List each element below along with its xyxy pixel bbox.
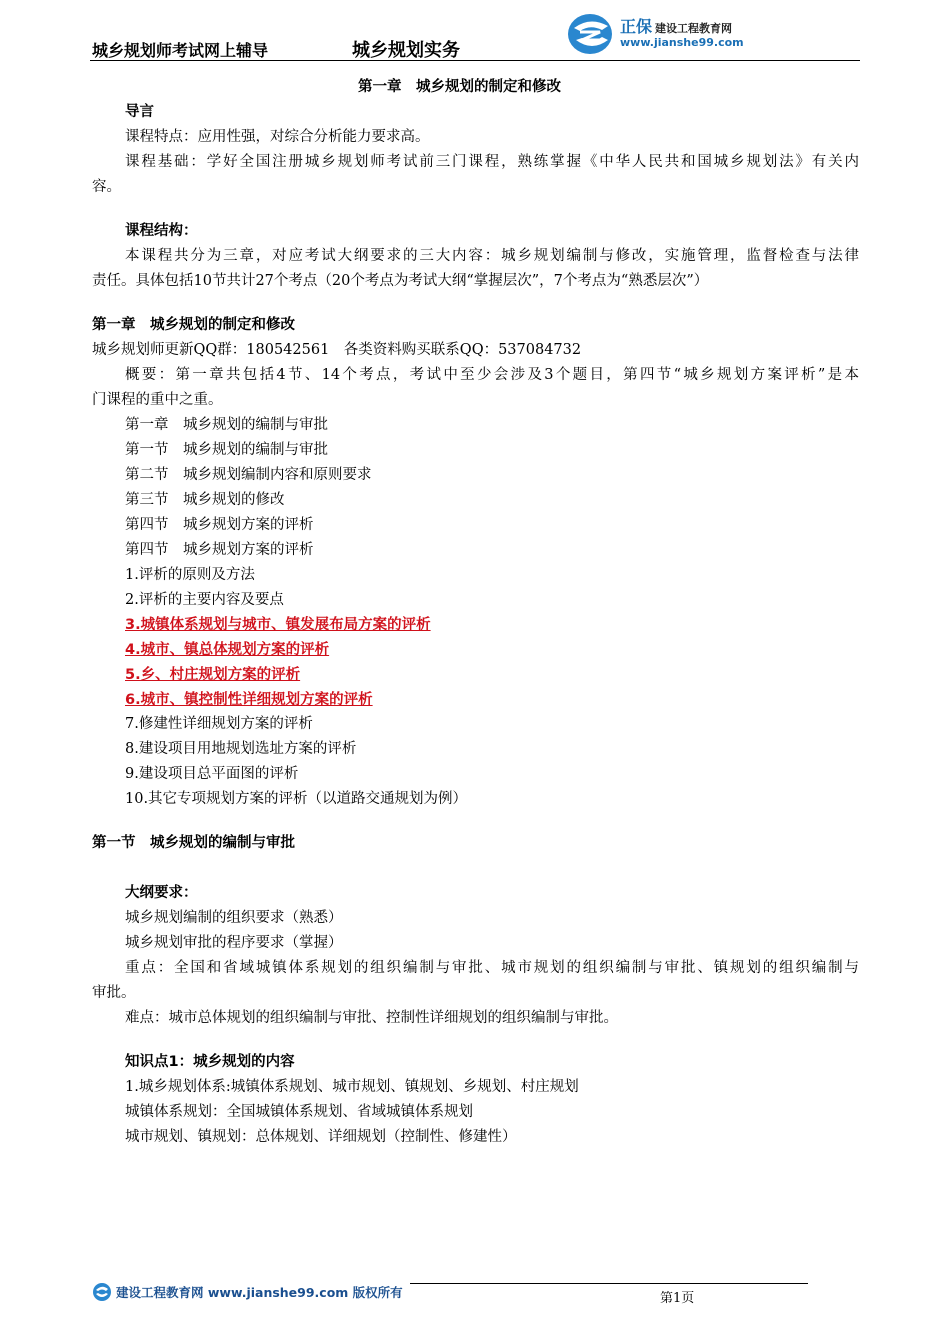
toc-item: 第一章 城乡规划的编制与审批 bbox=[125, 417, 328, 433]
course-basis-line2: 容。 bbox=[92, 179, 121, 195]
eval-item: 9.建设项目总平面图的评析 bbox=[125, 766, 299, 782]
overview-line1: 概要：第一章共包括4节、14个考点，考试中至少会涉及3个题目，第四节“城乡规划方案评析”是本 bbox=[125, 367, 859, 383]
toc-item: 第二节 城乡规划编制内容和原则要求 bbox=[125, 467, 372, 483]
page-number: 第1页 bbox=[660, 1291, 695, 1306]
toc-item: 第一节 城乡规划的编制与审批 bbox=[125, 442, 328, 458]
overview-line2: 门课程的重中之重。 bbox=[92, 392, 223, 408]
eval-item: 1.评析的原则及方法 bbox=[125, 567, 255, 583]
course-feature: 课程特点：应用性强，对综合分析能力要求高。 bbox=[125, 129, 430, 145]
outline-heading: 大纲要求： bbox=[125, 885, 198, 901]
structure-line2: 责任。具体包括10节共计27个考点（20个考点为考试大纲“掌握层次”，7个考点为“熟悉层次”） bbox=[92, 273, 709, 289]
key-points-line2: 审批。 bbox=[92, 985, 136, 1001]
logo-brand-name: 正保 bbox=[620, 17, 653, 36]
eval-item-highlighted: 6.城市、镇控制性详细规划方案的评析 bbox=[125, 692, 373, 708]
structure-heading: 课程结构： bbox=[125, 223, 198, 239]
header-subject: 城乡规划实务 bbox=[352, 40, 460, 61]
footer-logo-icon bbox=[92, 1282, 112, 1302]
eval-item-highlighted: 5.乡、村庄规划方案的评析 bbox=[125, 667, 301, 683]
header-course-title: 城乡规划师考试网上辅导 bbox=[92, 41, 269, 60]
toc-item: 第三节 城乡规划的修改 bbox=[125, 492, 285, 508]
company-logo-icon bbox=[566, 12, 626, 56]
eval-item-highlighted: 4.城市、镇总体规划方案的评析 bbox=[125, 642, 330, 658]
toc-item: 第四节 城乡规划方案的评析 bbox=[125, 517, 314, 533]
header-divider bbox=[90, 60, 860, 61]
logo-site-name: 建设工程教育网 bbox=[655, 22, 733, 35]
eval-item: 2.评析的主要内容及要点 bbox=[125, 592, 284, 608]
knowledge-point1-line: 城市规划、镇规划：总体规划、详细规划（控制性、修建性） bbox=[125, 1129, 517, 1145]
footer-divider bbox=[410, 1283, 808, 1284]
eval-item: 7.修建性详细规划方案的评析 bbox=[125, 716, 313, 732]
footer-copyright: 建设工程教育网 www.jianshe99.com 版权所有 bbox=[116, 1285, 403, 1300]
outline-item: 城乡规划编制的组织要求（熟悉） bbox=[125, 910, 343, 926]
structure-line1: 本课程共分为三章，对应考试大纲要求的三大内容：城乡规划编制与修改，实施管理，监督检查与法律 bbox=[125, 248, 859, 264]
knowledge-point1-heading: 知识点1：城乡规划的内容 bbox=[125, 1054, 295, 1070]
chapter1-heading: 第一章 城乡规划的制定和修改 bbox=[92, 317, 295, 333]
chapter-title: 第一章 城乡规划的制定和修改 bbox=[358, 79, 561, 95]
section1-heading: 第一节 城乡规划的编制与审批 bbox=[92, 835, 295, 851]
course-basis-line1: 课程基础：学好全国注册城乡规划师考试前三门课程，熟练掌握《中华人民共和国城乡规划法》有关内 bbox=[125, 154, 859, 170]
difficulty-line: 难点：城市总体规划的组织编制与审批、控制性详细规划的组织编制与审批。 bbox=[125, 1010, 618, 1026]
eval-item: 10.其它专项规划方案的评析（以道路交通规划为例） bbox=[125, 791, 468, 807]
logo-url: www.jianshe99.com bbox=[620, 36, 744, 49]
eval-item-highlighted: 3.城镇体系规划与城市、镇发展布局方案的评析 bbox=[125, 617, 431, 633]
eval-item: 8.建设项目用地规划选址方案的评析 bbox=[125, 741, 357, 757]
key-points-line1: 重点：全国和省域城镇体系规划的组织编制与审批、城市规划的组织编制与审批、镇规划的组织编制与 bbox=[125, 960, 859, 976]
intro-heading: 导言 bbox=[125, 104, 154, 120]
logo-brand bbox=[620, 14, 732, 37]
toc-item: 第四节 城乡规划方案的评析 bbox=[125, 542, 314, 558]
knowledge-point1-line: 1.城乡规划体系:城镇体系规划、城市规划、镇规划、乡规划、村庄规划 bbox=[125, 1079, 579, 1095]
knowledge-point1-line: 城镇体系规划：全国城镇体系规划、省域城镇体系规划 bbox=[125, 1104, 473, 1120]
outline-item: 城乡规划审批的程序要求（掌握） bbox=[125, 935, 343, 951]
qq-contact-line: 城乡规划师更新QQ群：180542561 各类资料购买联系QQ：537084732 bbox=[92, 342, 582, 358]
